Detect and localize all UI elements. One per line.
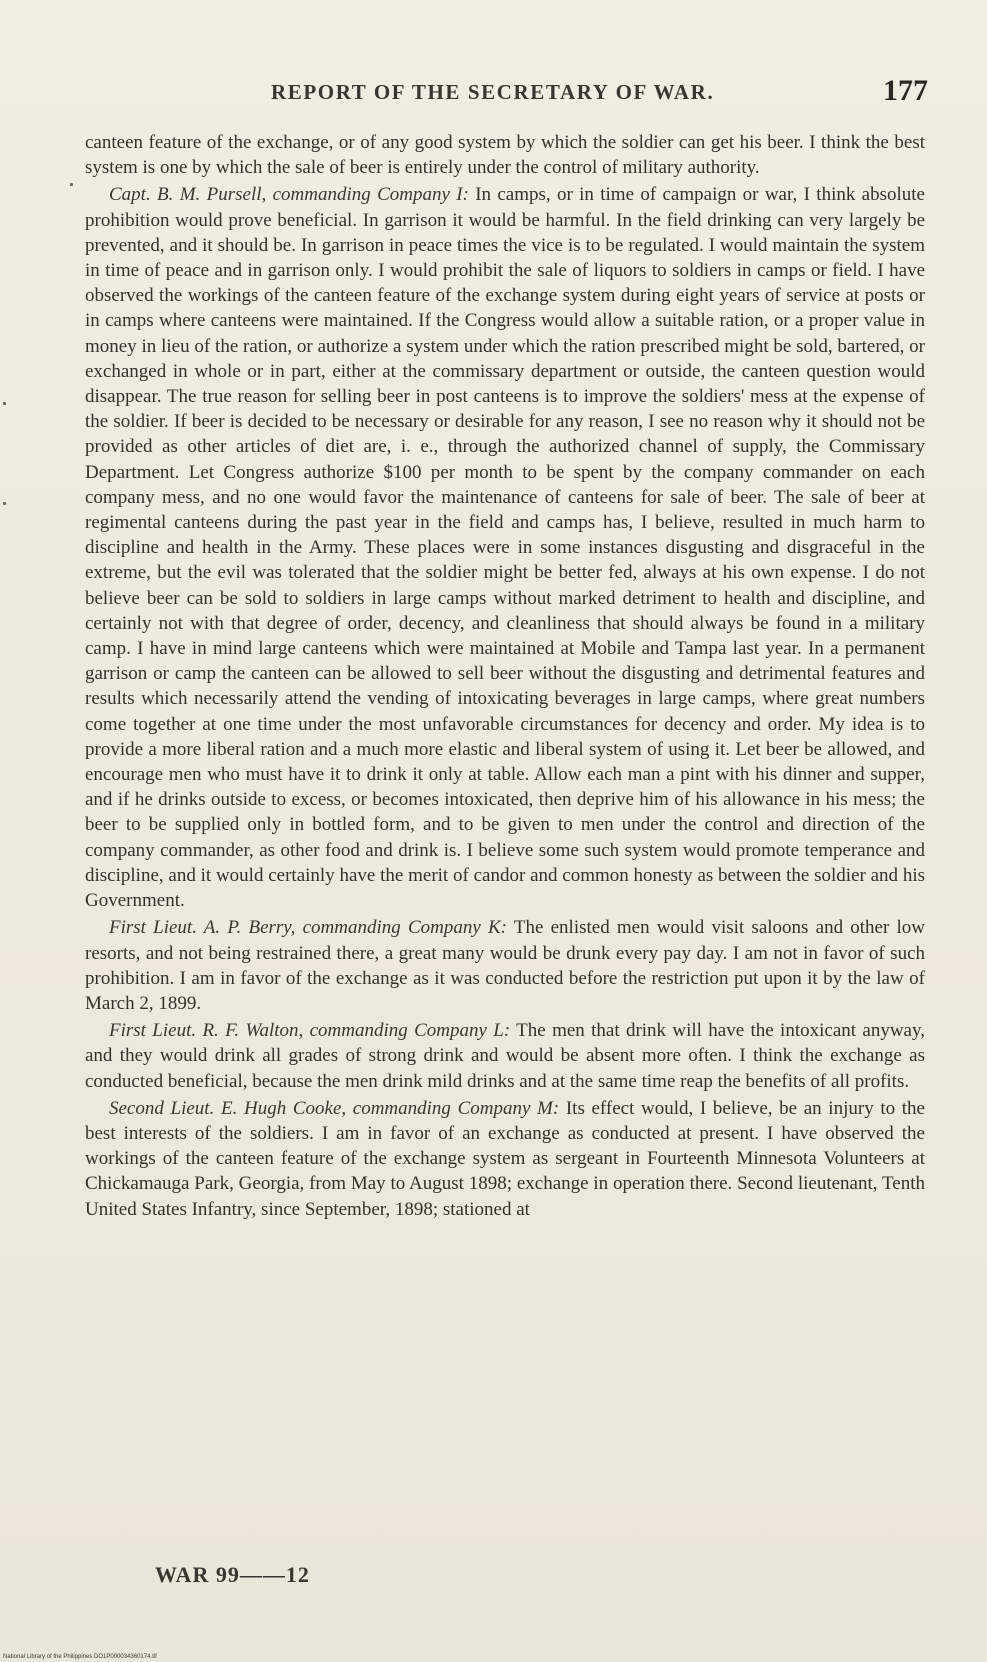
footer-bar xyxy=(0,1648,987,1662)
footer-credit: National Library of the Philippines DO1P000034360174.tif xyxy=(3,1654,157,1660)
margin-speck xyxy=(3,502,6,505)
paragraph xyxy=(85,130,925,180)
paragraph-text: The enlisted men would visit saloons and other low resorts, and not being restrained there, a great many would be drunk every pay day. I am not in favor of such prohibition. I am in favor of the exchange as it was conducted before the restriction put upon it by the law of March 2, 1899. xyxy=(85,917,925,1014)
running-title: REPORT OF THE SECRETARY OF WAR. xyxy=(271,80,715,104)
paragraph-text: Its effect would, I believe, be an injury to the best interests of the soldiers. I am in favor of an exchange as conducted at present. I have observed the workings of the canteen feature of the exchange system as sergeant in Fourteenth Minnesota Volunteers at Chickamauga Park, Georgia, from May to August 1898; exchange in operation there. Second lieutenant, Tenth United States Infantry, since September, 1898; stationed at xyxy=(85,1097,925,1220)
page-number: 177 xyxy=(883,74,928,107)
paragraph-text: canteen feature of the exchange, or of any good system by which the soldier can get his beer. I think the best system is one by which the sale of beer is entirely under the control of military authority. xyxy=(85,132,925,179)
body-text xyxy=(85,130,925,1222)
speaker-label: First Lieut. A. P. Berry, commanding Company K: xyxy=(109,917,508,939)
running-header xyxy=(88,76,928,116)
signature-mark: WAR 99——12 xyxy=(155,1562,310,1587)
paragraph xyxy=(85,915,925,1016)
paragraph-text: In camps, or in time of campaign or war, I think absolute prohibition would prove beneficial. In garrison it would be harmful. In the field drinking can very largely be prevented, and it should be. In garrison in peace times the vice is to be regulated. I would maintain the system in time of peace and in garrison only. I would prohibit the sale of liquors to soldiers in camps or field. I have observed the workings of the canteen feature of the exchange system during eight years of service at posts or in camps where canteens were maintained. If the Congress would allow a suitable ration, or a proper value in money in lieu of the ration, or authorize a system under which the ration prescribed might be sold, bartered, or exchanged in whole or in part, either at the commissary department or outside, the canteen question would disappear. The true reason for selling beer in post canteens is to improve the soldiers' mess at the expense of the soldier. If beer is decided to be necessary or desirable for any reason, I see no reason why it should not be provided as other articles of diet are, i. e., through the authorized channel of supply, the Commissary Department. Let Congress authorize $100 per month to be spent by the company commander on each company mess, and no one would favor the maintenance of canteens for sale of beer. The sale of beer at regimental canteens during the past year in the field and camps has, I believe, resulted in much harm to discipline and health in the Army. These places were in some instances disgusting and disgraceful in the extreme, but the evil was tolerated that the soldier might be better fed, always at his own expense. I do not believe beer can be sold to soldiers in large camps without marked detriment to health and discipline, and certainly not with that degree of order, decency, and cleanliness that should always be found in a military camp. I have in mind large canteens which were maintained at Mobile and Tampa last year. In a permanent garrison or camp the canteen can be allowed to sell beer without the disgusting and detrimental features and results which necessarily attend the vending of intoxicating beverages in large camps, where great numbers come together at one time under the most unfavorable circumstances for decency and order. My idea is to provide a more liberal ration and a much more elastic and liberal system of using it. Let beer be allowed, and encourage men who must have it to drink it only at table. Allow each man a pint with his dinner and supper, and if he drinks outside to excess, or becomes intoxicated, then deprive him of his allowance in his mess; the beer to be supplied only in bottled form, and to be given to men under the control and direction of the company commander, as other food and drink is. I believe some such system would promote temperance and discipline, and it would certainly have the merit of candor and common honesty as between the soldier and his Government. xyxy=(85,184,925,912)
paragraph-text: The men that drink will have the intoxicant anyway, and they would drink all grades of strong drink and would be absent more often. I think the exchange as conducted beneficial, because the men drink mild drinks and at the same time reap the benefits of all profits. xyxy=(85,1020,925,1092)
speaker-label: Second Lieut. E. Hugh Cooke, commanding Company M: xyxy=(109,1097,560,1119)
paragraph xyxy=(85,1018,925,1094)
speaker-label: First Lieut. R. F. Walton, commanding Company L: xyxy=(109,1020,511,1042)
paragraph xyxy=(85,182,925,913)
speaker-label: Capt. B. M. Pursell, commanding Company I: xyxy=(109,184,469,206)
paragraph xyxy=(85,1096,925,1222)
margin-speck xyxy=(70,183,73,186)
margin-speck xyxy=(3,402,6,405)
